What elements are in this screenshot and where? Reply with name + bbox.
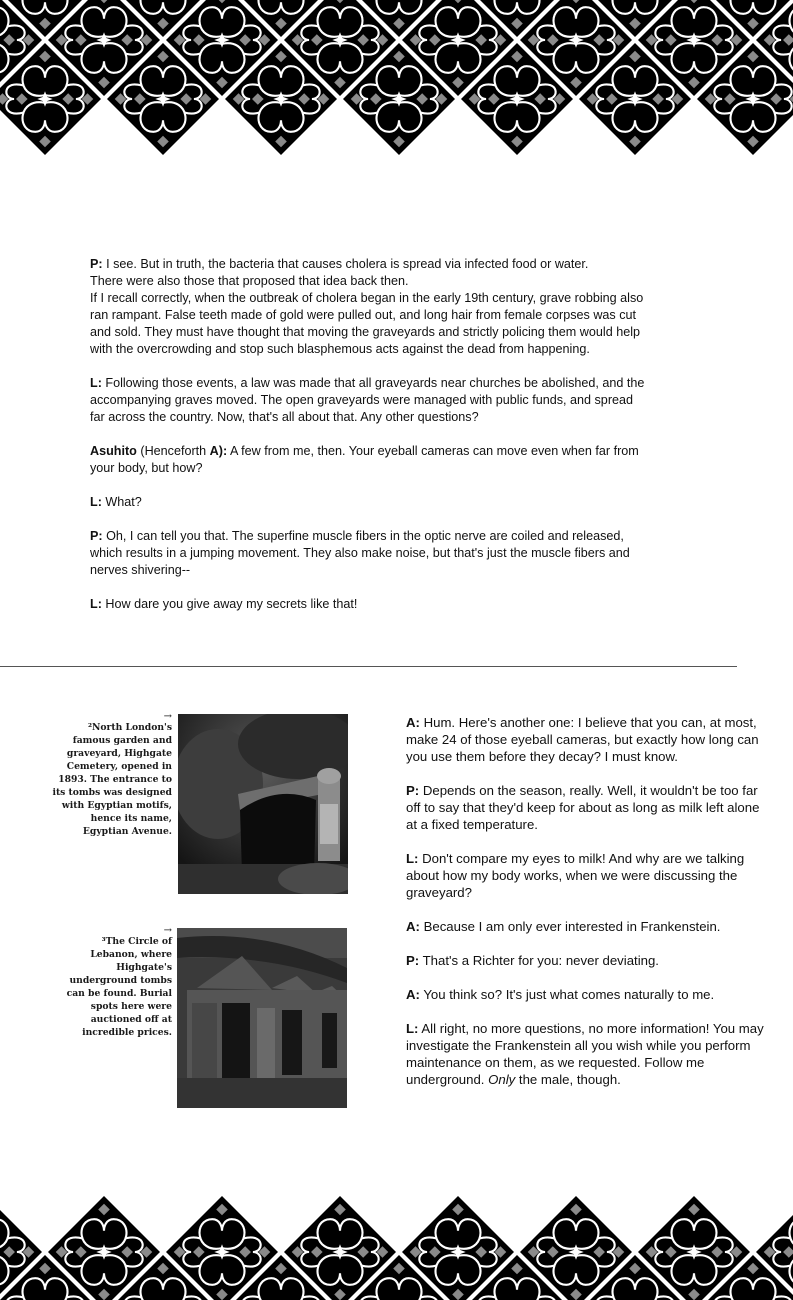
- speaker-label: L:: [90, 495, 102, 509]
- footnote-caption: [52, 926, 172, 1039]
- caption-text: ³The Circle of Lebanon, where Highgate's underground tombs can be found. Burial spots here were auctioned off at incredible prices.: [66, 936, 172, 1038]
- dialogue-text: There were also those that proposed that idea back then.: [90, 274, 409, 288]
- dialogue-text: Depends on the season, really. Well, it wouldn't be too far off to say that they'd keep for about as long as milk left alone at a fixed temperature.: [406, 783, 760, 832]
- speaker-note-end: ):: [218, 444, 228, 458]
- dialogue-text: Oh, I can tell you that. The superfine muscle fibers in the optic nerve are coiled and released, which results in a jumping movement. They also make noise, but that's just the muscle fibers and nerves shivering--: [90, 529, 630, 577]
- dialogue-line: [406, 1020, 766, 1088]
- speaker-label: P:: [90, 529, 103, 543]
- dialogue-line: [90, 375, 650, 426]
- speaker-label: A:: [406, 919, 420, 934]
- speaker-label: L:: [406, 851, 419, 866]
- dialogue-text: What?: [101, 495, 142, 509]
- tombs-photo: [177, 928, 347, 1108]
- photo-circle-of-lebanon: [177, 928, 347, 1108]
- dialogue-block-top: [90, 256, 650, 630]
- dialogue-text: All right, no more questions, no more information! You may investigate the Frankenstein all you wish while you perform maintenance on them, as we requested. Follow me underground.: [406, 1021, 764, 1087]
- photo-egyptian-avenue: [178, 714, 348, 894]
- dialogue-text: That's a Richter for you: never deviating.: [419, 953, 659, 968]
- dialogue-line: [406, 850, 766, 901]
- dialogue-text: How dare you give away my secrets like that!: [101, 597, 358, 611]
- dialogue-text: the male, though.: [515, 1072, 621, 1087]
- dialogue-line: [90, 596, 650, 613]
- dialogue-text: Because I am only ever interested in Frankenstein.: [419, 919, 721, 934]
- decorative-border-top: [0, 0, 793, 160]
- dialogue-text: Following those events, a law was made that all graveyards near churches be abolished, and the accompanying graves moved. The open graveyards were managed with public funds, and spread far across the country. Now, that's all about that. Any other questions?: [90, 376, 645, 424]
- dialogue-line: [90, 494, 650, 511]
- arrow-right-icon: →: [163, 711, 172, 722]
- arrow-right-icon: →: [163, 925, 172, 936]
- dialogue-line: [90, 443, 650, 477]
- dialogue-text: You think so? It's just what comes naturally to me.: [419, 987, 715, 1002]
- speaker-label: P:: [406, 953, 420, 968]
- dialogue-line: [406, 918, 766, 935]
- footnote-caption: [52, 712, 172, 838]
- dialogue-line: [406, 714, 766, 765]
- decorative-border-bottom: [0, 1180, 793, 1300]
- emphasis-text: Only: [488, 1072, 516, 1087]
- dialogue-text: A few from me, then. Your eyeball cameras can move even when far from your body, but how?: [90, 444, 639, 475]
- dialogue-text: Don't compare my eyes to milk! And why are we talking about how my body works, when we were discussing the graveyard?: [406, 851, 745, 900]
- dialogue-text: Hum. Here's another one: I believe that you can, at most, make 24 of those eyeball cameras, but exactly how long can you use them before they decay? I must know.: [406, 715, 759, 764]
- dialogue-line: [406, 952, 766, 969]
- speaker-label: P:: [406, 783, 420, 798]
- dialogue-block-right: [406, 714, 766, 1105]
- speaker-note: (Henceforth: [136, 444, 210, 458]
- speaker-label: A:: [406, 987, 420, 1002]
- tomb-entrance-photo: [178, 714, 348, 894]
- speaker-label: Asuhito: [90, 444, 137, 458]
- dialogue-text: I see. But in truth, the bacteria that causes cholera is spread via infected food or water.: [102, 257, 589, 271]
- ornamental-tile-pattern: [0, 1180, 793, 1300]
- dialogue-line: [406, 986, 766, 1003]
- speaker-label: L:: [406, 1021, 419, 1036]
- dialogue-text: If I recall correctly, when the outbreak of cholera began in the early 19th century, grave robbing also ran rampant. False teeth made of gold were pulled out, and long hair from female corpses was cut and sold. They must have thought that moving the graveyards and strictly policing them would help with the overcrowding and stop such blasphemous acts against the dead from happening.: [90, 291, 644, 356]
- speaker-label: P:: [90, 257, 103, 271]
- speaker-abbr: A: [209, 444, 219, 458]
- ornamental-tile-pattern: [0, 0, 793, 160]
- dialogue-line: [90, 256, 650, 358]
- dialogue-line: [406, 782, 766, 833]
- speaker-label: L:: [90, 376, 102, 390]
- speaker-label: L:: [90, 597, 102, 611]
- dialogue-line: [90, 528, 650, 579]
- speaker-label: A:: [406, 715, 420, 730]
- section-divider: [0, 666, 737, 667]
- caption-text: ²North London's famous garden and graveyard, Highgate Cemetery, opened in 1893. The entrance to its tombs was designed with Egyptian motifs, hence its name, Egyptian Avenue.: [52, 722, 172, 837]
